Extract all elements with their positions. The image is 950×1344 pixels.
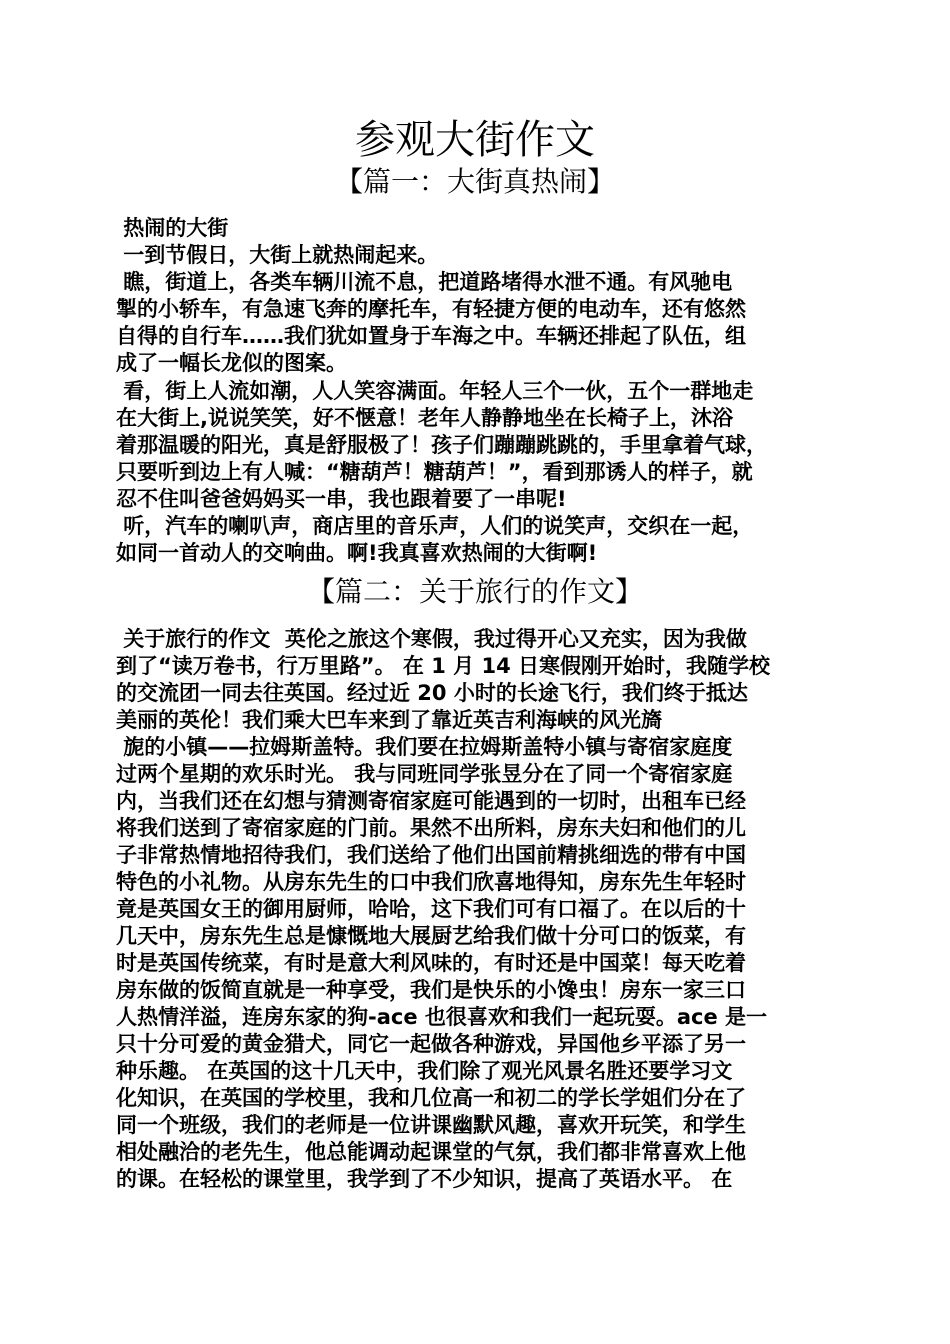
- paragraph-line: 几天中，房东先生总是慷慨地大展厨艺给我们做十分可口的饭菜，有: [116, 924, 746, 948]
- paragraph-line: 子非常热情地招待我们，我们送给了他们出国前精挑细选的带有中国: [116, 843, 746, 867]
- paragraph-line: 只十分可爱的黄金猎犬，同它一起做各种游戏，异国他乡平添了另一: [116, 1032, 746, 1056]
- paragraph-line: 一到节假日，大街上就热闹起来。: [116, 243, 439, 267]
- paragraph-line: 自得的自行车……我们犹如置身于车海之中。车辆还排起了队伍，组: [116, 324, 746, 348]
- paragraph-line: 特色的小礼物。从房东先生的口中我们欣喜地得知，房东先生年轻时: [116, 870, 746, 894]
- paragraph-line: 忍不住叫爸爸妈妈买一串，我也跟着要了一串呢!: [116, 487, 567, 511]
- paragraph-line: 时是英国传统菜，有时是意大利风味的，有时还是中国菜！每天吃着: [116, 951, 746, 975]
- paragraph-line: 听，汽车的喇叭声，商店里的音乐声，人们的说笑声，交织在一起，: [116, 514, 754, 538]
- paragraph-line: 相处融洽的老先生，他总能调动起课堂的气氛，我们都非常喜欢上他: [116, 1140, 746, 1164]
- paragraph-line: 竟是英国女王的御用厨师，哈哈，这下我们可有口福了。在以后的十: [116, 897, 746, 921]
- paragraph-line: 成了一幅长龙似的图案。: [116, 351, 347, 375]
- paragraph-line: 同一个班级，我们的老师是一位讲课幽默风趣，喜欢开玩笑，和学生: [116, 1113, 746, 1137]
- paragraph-line: 热闹的大街: [116, 216, 229, 240]
- paragraph-line: 种乐趣。 在英国的这十几天中，我们除了观光风景名胜还要学习文: [116, 1059, 733, 1083]
- paragraph-line: 到了“读万卷书，行万里路”。 在 1 月 14 日寒假刚开始时，我随学校: [116, 654, 770, 678]
- document-title: 参观大街作文: [355, 117, 595, 163]
- paragraph-line: 美丽的英伦！我们乘大巴车来到了靠近英吉利海峡的风光旖: [116, 708, 662, 732]
- paragraph-line: 瞧，街道上，各类车辆川流不息，把道路堵得水泄不通。有风驰电: [116, 270, 733, 294]
- paragraph-line: 的课。在轻松的课堂里，我学到了不少知识，提高了英语水平。 在: [116, 1167, 733, 1191]
- paragraph-line: 关于旅行的作文 英伦之旅这个寒假，我过得开心又充实，因为我做: [116, 627, 747, 651]
- paragraph-line: 内，当我们还在幻想与猜测寄宿家庭可能遇到的一切时，出租车已经: [116, 789, 746, 813]
- section-1-heading: 【篇一：大街真热闹】: [334, 165, 615, 198]
- paragraph-line: 只要听到边上有人喊：“糖葫芦！糖葫芦！”，看到那诱人的样子，就: [116, 460, 753, 484]
- paragraph-line: 将我们送到了寄宿家庭的门前。果然不出所料，房东夫妇和他们的儿: [116, 816, 746, 840]
- paragraph-line: 如同一首动人的交响曲。啊!我真喜欢热闹的大街啊!: [116, 541, 598, 565]
- paragraph-line: 看，街上人流如潮，人人笑容满面。年轻人三个一伙，五个一群地走: [116, 379, 754, 403]
- section-2-heading: 【篇二：关于旅行的作文】: [306, 575, 643, 608]
- paragraph-line: 在大街上,说说笑笑，好不惬意！老年人静静地坐在长椅子上，沐浴: [116, 406, 733, 430]
- paragraph-line: 人热情洋溢，连房东家的狗-ace 也很喜欢和我们一起玩耍。ace 是一: [116, 1005, 768, 1029]
- paragraph-line: 房东做的饭简直就是一种享受，我们是快乐的小馋虫！房东一家三口: [116, 978, 746, 1002]
- paragraph-line: 旎的小镇——拉姆斯盖特。我们要在拉姆斯盖特小镇与寄宿家庭度: [116, 735, 733, 759]
- paragraph-line: 掣的小轿车，有急速飞奔的摩托车，有轻捷方便的电动车，还有悠然: [116, 297, 746, 321]
- paragraph-line: 着那温暖的阳光，真是舒服极了！孩子们蹦蹦跳跳的，手里拿着气球，: [116, 433, 767, 457]
- paragraph-line: 的交流团一同去往英国。经过近 20 小时的长途飞行，我们终于抵达: [116, 681, 748, 705]
- paragraph-line: 过两个星期的欢乐时光。 我与同班同学张昱分在了同一个寄宿家庭: [116, 762, 733, 786]
- paragraph-line: 化知识，在英国的学校里，我和几位高一和初二的学长学姐们分在了: [116, 1086, 746, 1110]
